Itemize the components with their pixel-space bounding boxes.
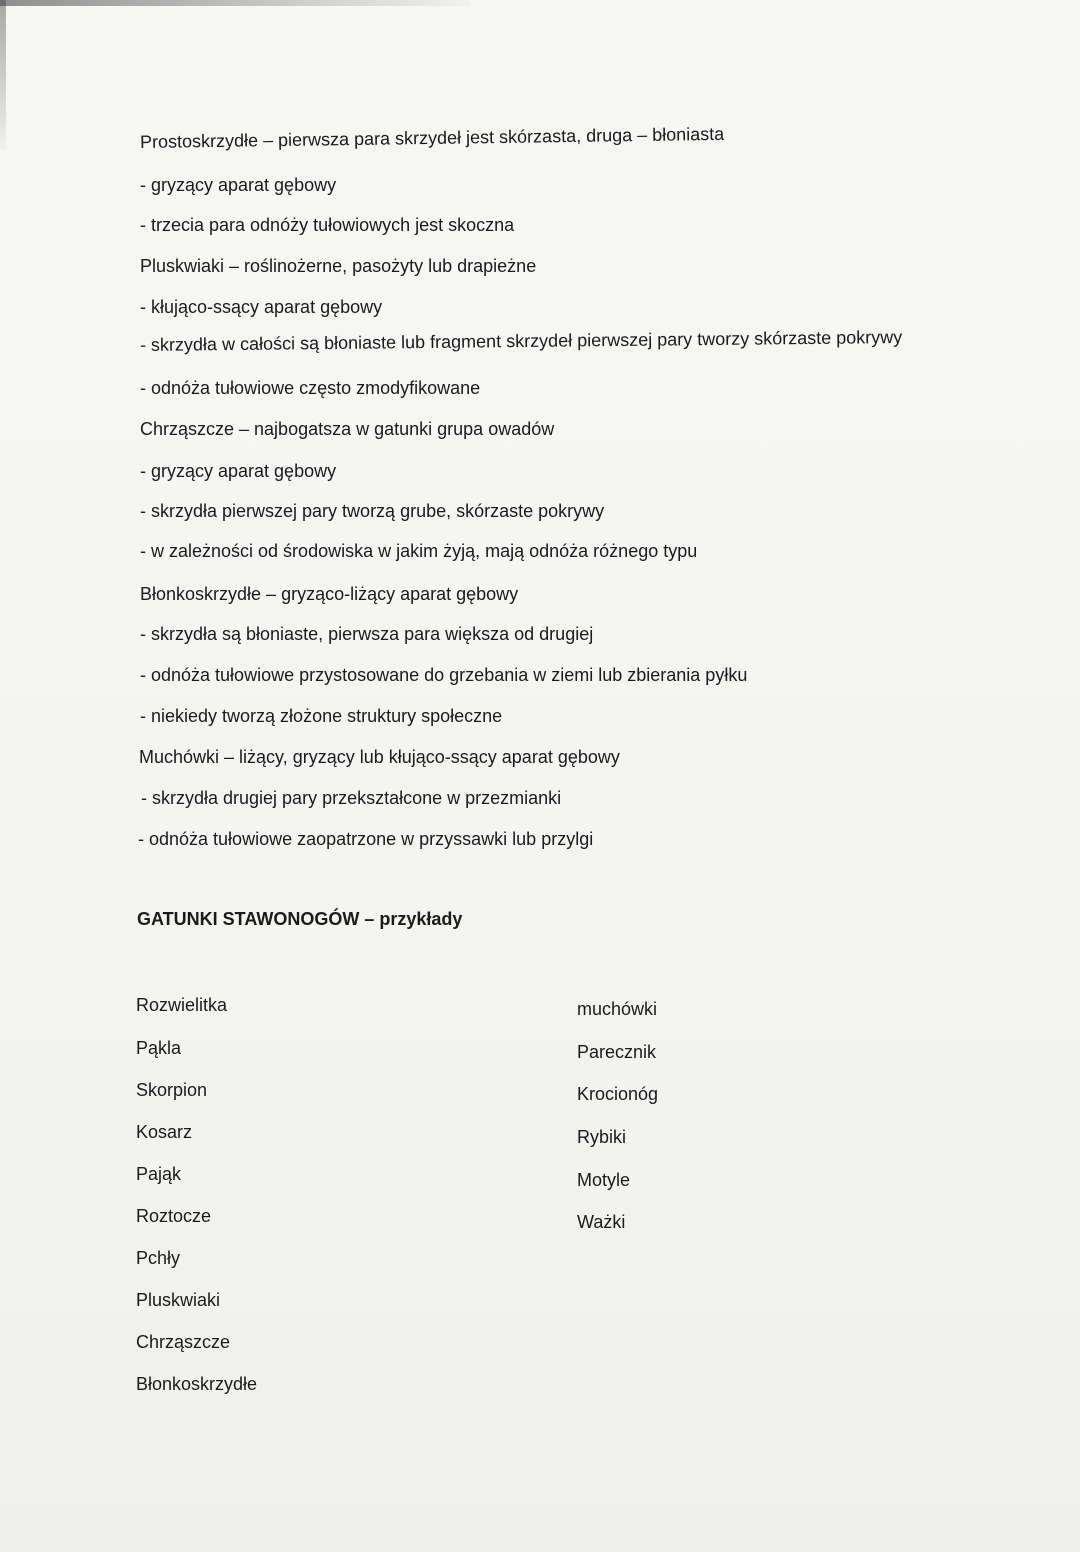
- list-item: Kosarz: [136, 1122, 193, 1142]
- species-heading: GATUNKI STAWONOGÓW – przykłady: [137, 909, 463, 929]
- list-item: Rozwielitka: [136, 995, 228, 1015]
- list-item: Błonkoskrzydłe: [136, 1374, 258, 1394]
- text-line: - skrzydła drugiej pary przekształcone w przezmianki: [141, 788, 562, 808]
- list-item: Pąkla: [136, 1038, 182, 1058]
- text-line: Prostoskrzydłe – pierwsza para skrzydeł jest skórzasta, druga – błoniasta: [139, 123, 725, 152]
- text-line: - skrzydła w całości są błoniaste lub fragment skrzydeł pierwszej pary tworzy skórzaste pokrywy: [139, 327, 903, 355]
- list-item: Pluskwiaki: [136, 1290, 221, 1310]
- list-item: Motyle: [577, 1170, 631, 1190]
- list-item: Pająk: [136, 1164, 182, 1184]
- text-line: Chrząszcze – najbogatsza w gatunki grupa owadów: [140, 419, 555, 439]
- list-item: Skorpion: [136, 1080, 208, 1100]
- text-line: - odnóża tułowiowe zaopatrzone w przyssawki lub przylgi: [138, 829, 594, 849]
- list-item: Ważki: [577, 1212, 626, 1232]
- scan-shadow-top: [0, 0, 470, 6]
- text-line: - skrzydła są błoniaste, pierwsza para większa od drugiej: [140, 624, 594, 644]
- text-line: - odnóża tułowiowe często zmodyfikowane: [140, 378, 481, 398]
- text-line: Pluskwiaki – roślinożerne, pasożyty lub drapieżne: [140, 256, 537, 276]
- text-line: - odnóża tułowiowe przystosowane do grzebania w ziemi lub zbierania pyłku: [140, 665, 748, 685]
- text-line: Muchówki – liżący, gryzący lub kłująco-ssący aparat gębowy: [139, 747, 620, 767]
- list-item: Roztocze: [136, 1206, 212, 1226]
- text-line: - niekiedy tworzą złożone struktury społeczne: [140, 706, 503, 726]
- scan-shadow-left: [0, 0, 6, 150]
- text-line: - kłująco-ssący aparat gębowy: [140, 297, 383, 317]
- text-line: - skrzydła pierwszej pary tworzą grube, skórzaste pokrywy: [140, 501, 605, 521]
- list-item: muchówki: [577, 999, 658, 1019]
- text-line: - w zależności od środowiska w jakim żyją, mają odnóża różnego typu: [140, 541, 698, 561]
- text-line: - gryzący aparat gębowy: [140, 175, 337, 195]
- list-item: Krocionóg: [577, 1084, 659, 1104]
- text-line: - trzecia para odnóży tułowiowych jest skoczna: [140, 215, 515, 235]
- text-line: Błonkoskrzydłe – gryząco-liżący aparat gębowy: [140, 584, 519, 604]
- list-item: Parecznik: [577, 1042, 657, 1062]
- text-line: - gryzący aparat gębowy: [140, 461, 337, 481]
- list-item: Pchły: [136, 1248, 181, 1268]
- list-item: Rybiki: [577, 1127, 627, 1147]
- list-item: Chrząszcze: [136, 1332, 231, 1352]
